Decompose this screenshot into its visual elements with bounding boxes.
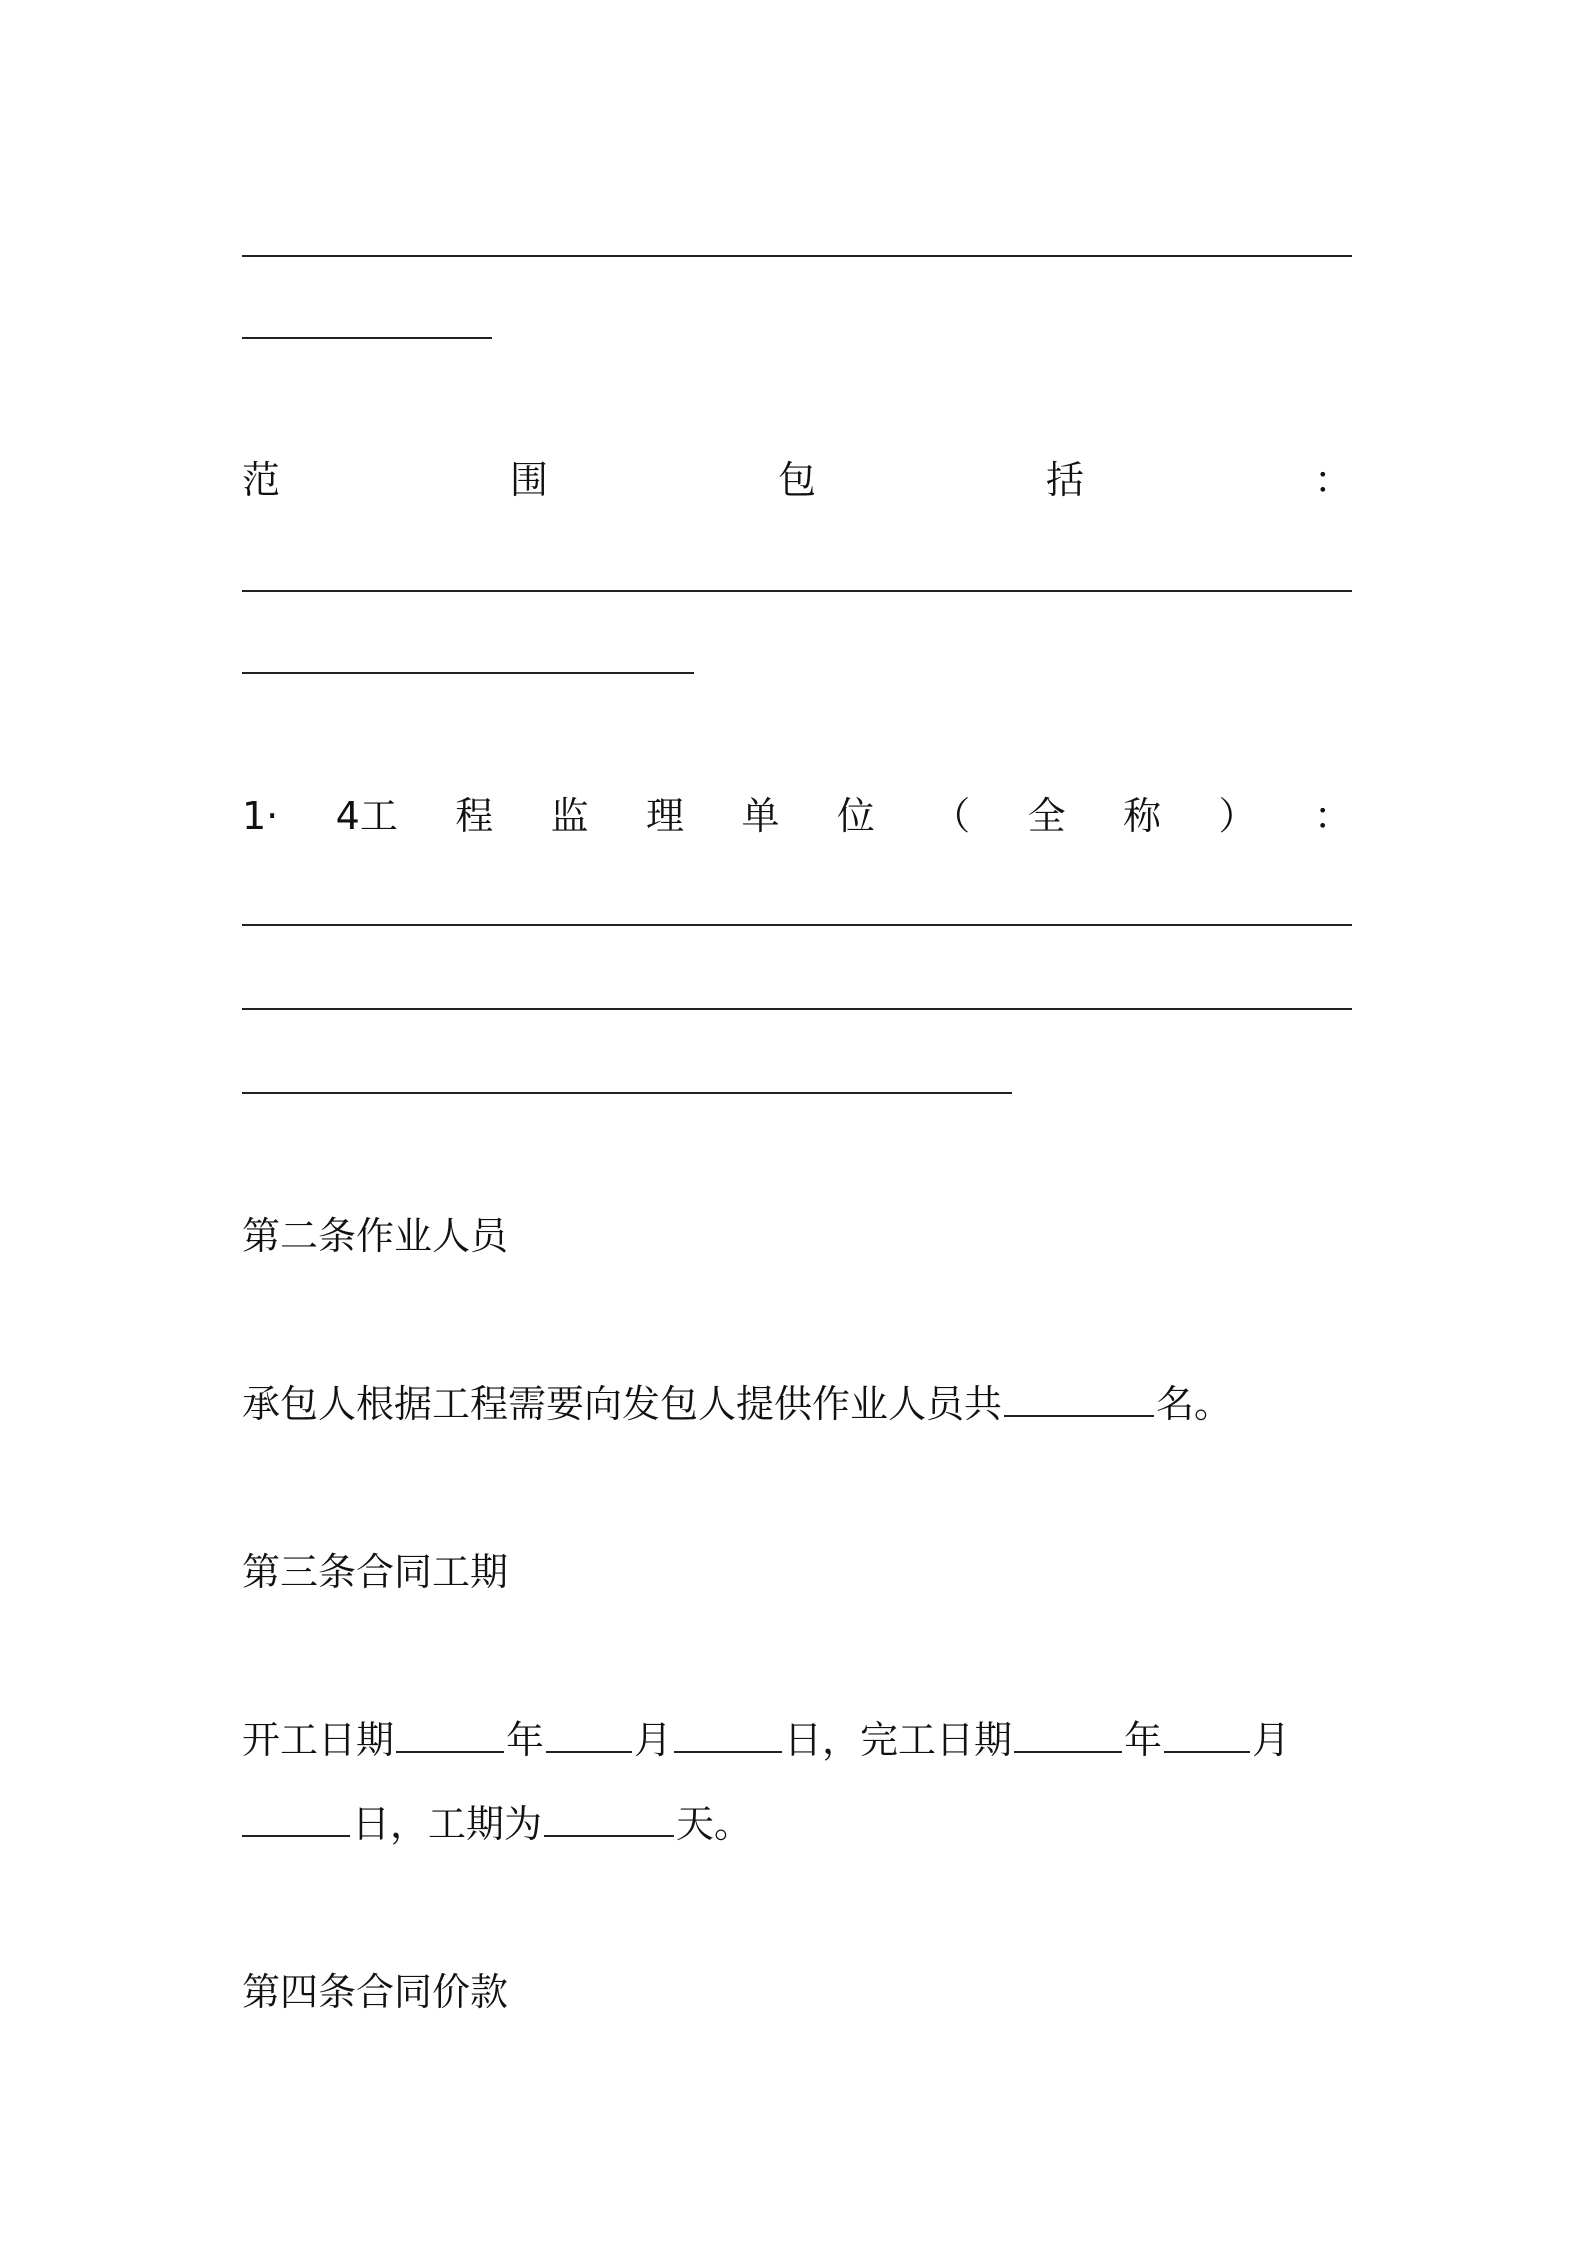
days-label: 天。	[676, 1802, 753, 1846]
period-label: 日，工期为	[352, 1802, 543, 1846]
supervisor-char: 位	[836, 794, 875, 838]
supervisor-char: 监	[550, 794, 589, 838]
scope-char: 括	[1045, 458, 1084, 502]
supervisor-char: 4工	[335, 794, 398, 838]
article3-dates	[242, 1714, 1352, 1766]
end-month-blank[interactable]	[1164, 1721, 1250, 1753]
article2-title: 第二条作业人员	[242, 1214, 509, 1258]
period-days-blank[interactable]	[544, 1805, 674, 1837]
supervisor-char: （	[932, 794, 971, 838]
supervisor-char: ）	[1218, 794, 1257, 838]
scope-char: 包	[777, 458, 816, 502]
supervisor-char: 全	[1027, 794, 1066, 838]
supervisor-char: ：	[1313, 794, 1352, 838]
start-year-blank[interactable]	[396, 1721, 504, 1753]
scope-label	[242, 454, 1352, 506]
supervisor-char: 1·	[242, 794, 279, 838]
scope-char: ：	[1313, 458, 1352, 502]
article2-text-a: 承包人根据工程需要向发包人提供作业人员共	[242, 1382, 1003, 1426]
supervisor-char: 称	[1123, 794, 1162, 838]
article3-period	[242, 1798, 752, 1850]
article4-title: 第四条合同价款	[242, 1970, 509, 2014]
month-label-2: 月	[1252, 1718, 1291, 1762]
worker-count-blank[interactable]	[1004, 1385, 1154, 1417]
supervisor-char: 程	[455, 794, 494, 838]
year-label: 年	[506, 1718, 545, 1762]
blank-line[interactable]	[242, 255, 1352, 257]
end-year-blank[interactable]	[1014, 1721, 1122, 1753]
article2-text	[242, 1378, 1232, 1430]
supervisor-char: 理	[646, 794, 685, 838]
month-label: 月	[634, 1718, 673, 1762]
blank-line[interactable]	[242, 1092, 1012, 1094]
article2-text-b: 名。	[1156, 1382, 1233, 1426]
scope-char: 范	[242, 458, 281, 502]
year-label-2: 年	[1124, 1718, 1163, 1762]
scope-char: 围	[509, 458, 548, 502]
end-day-blank[interactable]	[242, 1805, 350, 1837]
blank-line[interactable]	[242, 337, 492, 339]
start-day-blank[interactable]	[674, 1721, 782, 1753]
blank-line[interactable]	[242, 1008, 1352, 1010]
blank-line[interactable]	[242, 590, 1352, 592]
supervisor-char: 单	[741, 794, 780, 838]
complete-date-label: 日，完工日期	[784, 1718, 1013, 1762]
start-month-blank[interactable]	[546, 1721, 632, 1753]
blank-line[interactable]	[242, 924, 1352, 926]
article3-title: 第三条合同工期	[242, 1550, 509, 1594]
start-date-label: 开工日期	[242, 1718, 395, 1762]
blank-line[interactable]	[242, 672, 694, 674]
supervisor-label	[242, 790, 1352, 842]
